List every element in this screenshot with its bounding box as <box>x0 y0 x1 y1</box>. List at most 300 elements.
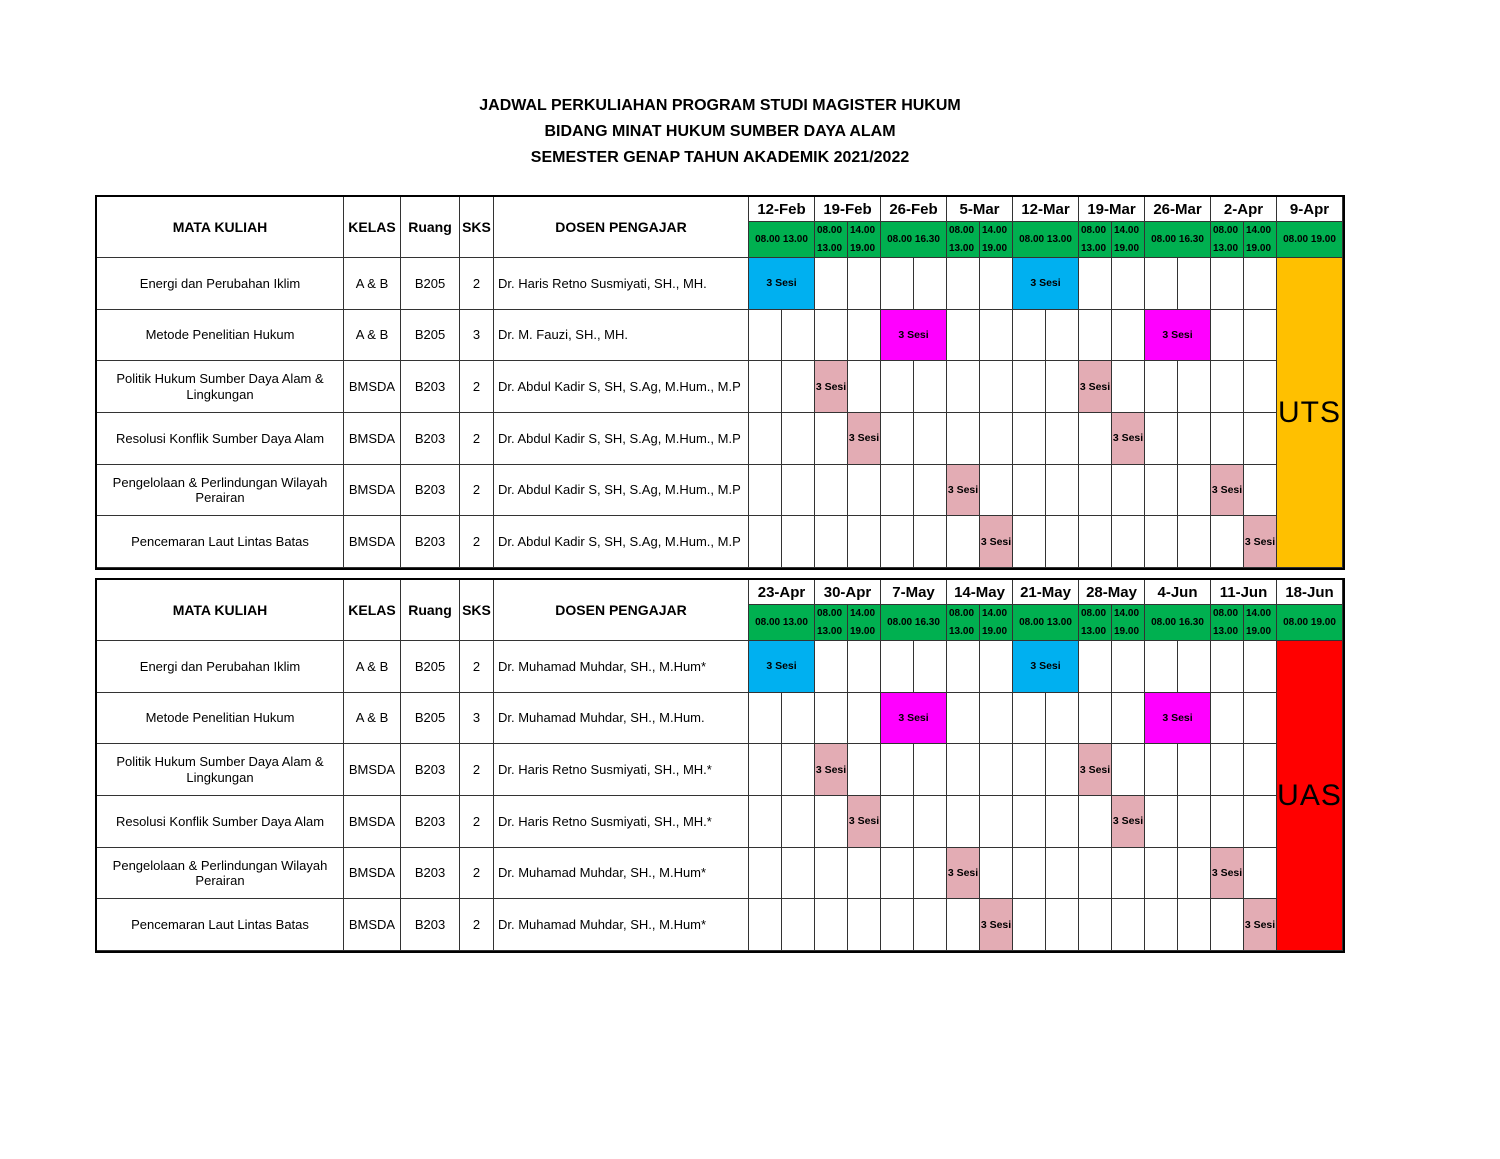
empty-slot-cell <box>947 641 980 693</box>
sks-cell: 2 <box>460 258 494 310</box>
room-cell: B203 <box>401 899 460 951</box>
time-slot <box>980 222 1013 258</box>
empty-slot-cell <box>947 899 980 951</box>
time-slot-line: 14.00 <box>1246 608 1272 619</box>
empty-slot-cell <box>947 361 980 413</box>
date-header: 18-Jun <box>1277 580 1343 605</box>
time-slot: 08.00 16.30 <box>881 605 947 641</box>
room-cell: B205 <box>401 693 460 745</box>
time-slot-line: 13.00 <box>1081 243 1107 254</box>
course-name: Politik Hukum Sumber Daya Alam & Lingkungan <box>97 361 344 413</box>
empty-slot-cell <box>1145 641 1178 693</box>
empty-slot-cell <box>914 413 947 465</box>
empty-slot-cell <box>848 361 881 413</box>
empty-slot-cell <box>1211 361 1244 413</box>
date-header: 23-Apr <box>749 580 815 605</box>
date-header: 14-May <box>947 580 1013 605</box>
empty-slot-cell <box>914 744 947 796</box>
room-cell: B203 <box>401 796 460 848</box>
course-name: Energi dan Perubahan Iklim <box>97 641 344 693</box>
column-header-2: Ruang <box>401 580 460 641</box>
time-slot-line: 19.00 <box>1114 243 1140 254</box>
lecturer-cell: Dr. Abdul Kadir S, SH, S.Ag, M.Hum., M.P <box>494 465 749 517</box>
empty-slot-cell <box>782 516 815 568</box>
empty-slot-cell <box>947 693 980 745</box>
date-header: 19-Feb <box>815 197 881 222</box>
empty-slot-cell <box>1211 516 1244 568</box>
empty-slot-cell <box>749 693 782 745</box>
empty-slot-cell <box>881 258 914 310</box>
lecturer-cell: Dr. Muhamad Muhdar, SH., M.Hum. <box>494 693 749 745</box>
time-slot-line: 13.00 <box>817 626 843 637</box>
time-slot-line: 13.00 <box>1213 243 1239 254</box>
empty-slot-cell <box>980 693 1013 745</box>
date-header: 19-Mar <box>1079 197 1145 222</box>
empty-slot-cell <box>980 465 1013 517</box>
empty-slot-cell <box>1079 465 1112 517</box>
empty-slot-cell <box>848 465 881 517</box>
class-cell: A & B <box>344 693 401 745</box>
lecturer-cell: Dr. Muhamad Muhdar, SH., M.Hum* <box>494 641 749 693</box>
column-header-3: SKS <box>460 580 494 641</box>
empty-slot-cell <box>815 465 848 517</box>
empty-slot-cell <box>914 641 947 693</box>
time-slot-line: 14.00 <box>850 608 876 619</box>
empty-slot-cell <box>815 258 848 310</box>
class-cell: BMSDA <box>344 361 401 413</box>
time-slot-line: 08.00 <box>1213 608 1239 619</box>
time-slot: 08.00 19.00 <box>1277 605 1343 641</box>
empty-slot-cell <box>1079 516 1112 568</box>
time-slot-line: 13.00 <box>1081 626 1107 637</box>
session-cell: 3 Sesi <box>980 516 1013 568</box>
empty-slot-cell <box>1046 465 1079 517</box>
empty-slot-cell <box>1112 899 1145 951</box>
empty-slot-cell <box>1013 744 1046 796</box>
empty-slot-cell <box>1244 258 1277 310</box>
time-slot-line: 13.00 <box>949 243 975 254</box>
document-title <box>95 93 1345 171</box>
session-cell: 3 Sesi <box>1244 899 1277 951</box>
sks-cell: 2 <box>460 516 494 568</box>
date-header: 21-May <box>1013 580 1079 605</box>
empty-slot-cell <box>1046 899 1079 951</box>
session-cell: 3 Sesi <box>1211 848 1244 900</box>
empty-slot-cell <box>1013 848 1046 900</box>
room-cell: B203 <box>401 413 460 465</box>
empty-slot-cell <box>914 899 947 951</box>
time-slot <box>1079 605 1112 641</box>
empty-slot-cell <box>815 516 848 568</box>
time-slot-line: 13.00 <box>949 626 975 637</box>
title-line-2: BIDANG MINAT HUKUM SUMBER DAYA ALAM <box>544 123 896 140</box>
empty-slot-cell <box>1178 258 1211 310</box>
time-slot-line: 19.00 <box>850 626 876 637</box>
session-cell: 3 Sesi <box>1013 641 1079 693</box>
sks-cell: 2 <box>460 848 494 900</box>
lecturer-cell: Dr. Haris Retno Susmiyati, SH., MH.* <box>494 796 749 848</box>
empty-slot-cell <box>881 641 914 693</box>
time-slot: 08.00 13.00 <box>1013 222 1079 258</box>
empty-slot-cell <box>1145 258 1178 310</box>
empty-slot-cell <box>914 361 947 413</box>
empty-slot-cell <box>1178 899 1211 951</box>
time-slot-line: 14.00 <box>1114 608 1140 619</box>
empty-slot-cell <box>914 258 947 310</box>
empty-slot-cell <box>980 641 1013 693</box>
empty-slot-cell <box>1178 744 1211 796</box>
exam-cell-uts: UTS <box>1277 258 1343 568</box>
session-cell: 3 Sesi <box>749 258 815 310</box>
empty-slot-cell <box>1211 899 1244 951</box>
empty-slot-cell <box>1145 744 1178 796</box>
date-header: 7-May <box>881 580 947 605</box>
empty-slot-cell <box>1046 693 1079 745</box>
empty-slot-cell <box>1244 744 1277 796</box>
class-cell: A & B <box>344 310 401 362</box>
empty-slot-cell <box>1112 744 1145 796</box>
empty-slot-cell <box>881 516 914 568</box>
empty-slot-cell <box>881 899 914 951</box>
empty-slot-cell <box>782 465 815 517</box>
empty-slot-cell <box>1178 796 1211 848</box>
empty-slot-cell <box>782 310 815 362</box>
empty-slot-cell <box>1013 310 1046 362</box>
class-cell: BMSDA <box>344 413 401 465</box>
empty-slot-cell <box>749 361 782 413</box>
session-cell: 3 Sesi <box>848 796 881 848</box>
sks-cell: 3 <box>460 693 494 745</box>
sks-cell: 2 <box>460 465 494 517</box>
session-cell: 3 Sesi <box>947 848 980 900</box>
session-cell: 3 Sesi <box>815 361 848 413</box>
empty-slot-cell <box>1178 848 1211 900</box>
empty-slot-cell <box>1112 361 1145 413</box>
empty-slot-cell <box>1079 413 1112 465</box>
empty-slot-cell <box>782 899 815 951</box>
session-cell: 3 Sesi <box>1244 516 1277 568</box>
time-slot: 08.00 13.00 <box>749 222 815 258</box>
time-slot-line: 08.00 <box>1081 608 1107 619</box>
time-slot-line: 14.00 <box>982 608 1008 619</box>
lecturer-cell: Dr. M. Fauzi, SH., MH. <box>494 310 749 362</box>
empty-slot-cell <box>881 361 914 413</box>
empty-slot-cell <box>1046 848 1079 900</box>
empty-slot-cell <box>1112 693 1145 745</box>
empty-slot-cell <box>1145 848 1178 900</box>
empty-slot-cell <box>947 744 980 796</box>
empty-slot-cell <box>914 465 947 517</box>
time-slot-line: 19.00 <box>1114 626 1140 637</box>
date-header: 28-May <box>1079 580 1145 605</box>
date-header: 2-Apr <box>1211 197 1277 222</box>
time-slot <box>980 605 1013 641</box>
date-header: 26-Feb <box>881 197 947 222</box>
empty-slot-cell <box>1178 413 1211 465</box>
schedule-table-first-half <box>95 195 1345 570</box>
empty-slot-cell <box>881 744 914 796</box>
session-cell: 3 Sesi <box>881 693 947 745</box>
time-slot <box>1079 222 1112 258</box>
empty-slot-cell <box>947 413 980 465</box>
time-slot <box>848 222 881 258</box>
empty-slot-cell <box>1112 465 1145 517</box>
session-cell: 3 Sesi <box>947 465 980 517</box>
time-slot <box>1244 605 1277 641</box>
sks-cell: 2 <box>460 641 494 693</box>
empty-slot-cell <box>1013 796 1046 848</box>
room-cell: B203 <box>401 848 460 900</box>
date-header: 30-Apr <box>815 580 881 605</box>
empty-slot-cell <box>782 413 815 465</box>
empty-slot-cell <box>782 361 815 413</box>
empty-slot-cell <box>1013 465 1046 517</box>
time-slot <box>1211 605 1244 641</box>
column-header-4: DOSEN PENGAJAR <box>494 197 749 258</box>
room-cell: B203 <box>401 744 460 796</box>
empty-slot-cell <box>1145 899 1178 951</box>
empty-slot-cell <box>815 899 848 951</box>
course-name: Pencemaran Laut Lintas Batas <box>97 516 344 568</box>
empty-slot-cell <box>782 796 815 848</box>
empty-slot-cell <box>1145 465 1178 517</box>
session-cell: 3 Sesi <box>1145 310 1211 362</box>
time-slot-line: 19.00 <box>1246 626 1272 637</box>
course-name: Resolusi Konflik Sumber Daya Alam <box>97 796 344 848</box>
session-cell: 3 Sesi <box>1112 413 1145 465</box>
empty-slot-cell <box>815 413 848 465</box>
empty-slot-cell <box>1079 641 1112 693</box>
time-slot-line: 19.00 <box>982 626 1008 637</box>
column-header-2: Ruang <box>401 197 460 258</box>
empty-slot-cell <box>815 310 848 362</box>
empty-slot-cell <box>1079 693 1112 745</box>
lecturer-cell: Dr. Haris Retno Susmiyati, SH., MH. <box>494 258 749 310</box>
session-cell: 3 Sesi <box>815 744 848 796</box>
empty-slot-cell <box>1211 641 1244 693</box>
empty-slot-cell <box>1244 796 1277 848</box>
time-slot <box>1112 605 1145 641</box>
empty-slot-cell <box>749 413 782 465</box>
session-cell: 3 Sesi <box>881 310 947 362</box>
empty-slot-cell <box>1145 361 1178 413</box>
time-slot-line: 19.00 <box>1246 243 1272 254</box>
empty-slot-cell <box>1244 848 1277 900</box>
time-slot: 08.00 19.00 <box>1277 222 1343 258</box>
time-slot <box>848 605 881 641</box>
column-header-0: MATA KULIAH <box>97 580 344 641</box>
room-cell: B205 <box>401 310 460 362</box>
time-slot-line: 14.00 <box>982 225 1008 236</box>
empty-slot-cell <box>1244 310 1277 362</box>
empty-slot-cell <box>848 744 881 796</box>
time-slot <box>1211 222 1244 258</box>
empty-slot-cell <box>881 796 914 848</box>
empty-slot-cell <box>881 465 914 517</box>
time-slot-line: 08.00 <box>949 608 975 619</box>
empty-slot-cell <box>749 796 782 848</box>
lecturer-cell: Dr. Muhamad Muhdar, SH., M.Hum* <box>494 848 749 900</box>
date-header: 12-Mar <box>1013 197 1079 222</box>
room-cell: B203 <box>401 361 460 413</box>
class-cell: A & B <box>344 258 401 310</box>
empty-slot-cell <box>1013 516 1046 568</box>
empty-slot-cell <box>1079 796 1112 848</box>
empty-slot-cell <box>1046 361 1079 413</box>
course-name: Energi dan Perubahan Iklim <box>97 258 344 310</box>
empty-slot-cell <box>1112 641 1145 693</box>
session-cell: 3 Sesi <box>1079 361 1112 413</box>
class-cell: BMSDA <box>344 848 401 900</box>
empty-slot-cell <box>1112 516 1145 568</box>
empty-slot-cell <box>749 899 782 951</box>
empty-slot-cell <box>980 361 1013 413</box>
empty-slot-cell <box>1013 693 1046 745</box>
lecturer-cell: Dr. Abdul Kadir S, SH, S.Ag, M.Hum., M.P <box>494 413 749 465</box>
time-slot <box>815 222 848 258</box>
time-slot-line: 08.00 <box>949 225 975 236</box>
empty-slot-cell <box>1112 310 1145 362</box>
empty-slot-cell <box>980 796 1013 848</box>
lecturer-cell: Dr. Abdul Kadir S, SH, S.Ag, M.Hum., M.P <box>494 516 749 568</box>
empty-slot-cell <box>1046 516 1079 568</box>
time-slot: 08.00 16.30 <box>1145 605 1211 641</box>
empty-slot-cell <box>749 744 782 796</box>
empty-slot-cell <box>1244 361 1277 413</box>
empty-slot-cell <box>1178 641 1211 693</box>
empty-slot-cell <box>749 465 782 517</box>
empty-slot-cell <box>848 899 881 951</box>
sks-cell: 3 <box>460 310 494 362</box>
course-name: Metode Penelitian Hukum <box>97 310 344 362</box>
empty-slot-cell <box>1112 848 1145 900</box>
course-name: Pengelolaan & Perlindungan Wilayah Perairan <box>97 848 344 900</box>
empty-slot-cell <box>1013 413 1046 465</box>
time-slot-line: 14.00 <box>1246 225 1272 236</box>
time-slot <box>1244 222 1277 258</box>
course-name: Metode Penelitian Hukum <box>97 693 344 745</box>
session-cell: 3 Sesi <box>1079 744 1112 796</box>
empty-slot-cell <box>1046 413 1079 465</box>
empty-slot-cell <box>749 310 782 362</box>
room-cell: B205 <box>401 641 460 693</box>
time-slot-line: 19.00 <box>982 243 1008 254</box>
empty-slot-cell <box>1013 899 1046 951</box>
empty-slot-cell <box>815 848 848 900</box>
date-header: 11-Jun <box>1211 580 1277 605</box>
time-slot: 08.00 16.30 <box>1145 222 1211 258</box>
empty-slot-cell <box>1178 465 1211 517</box>
empty-slot-cell <box>1079 258 1112 310</box>
empty-slot-cell <box>1145 413 1178 465</box>
empty-slot-cell <box>1178 516 1211 568</box>
sks-cell: 2 <box>460 796 494 848</box>
time-slot <box>947 222 980 258</box>
lecturer-cell: Dr. Abdul Kadir S, SH, S.Ag, M.Hum., M.P <box>494 361 749 413</box>
empty-slot-cell <box>749 516 782 568</box>
empty-slot-cell <box>782 693 815 745</box>
exam-cell-uas: UAS <box>1277 641 1343 951</box>
class-cell: BMSDA <box>344 516 401 568</box>
course-name: Pencemaran Laut Lintas Batas <box>97 899 344 951</box>
column-header-1: KELAS <box>344 580 401 641</box>
session-cell: 3 Sesi <box>848 413 881 465</box>
empty-slot-cell <box>1046 310 1079 362</box>
class-cell: BMSDA <box>344 465 401 517</box>
empty-slot-cell <box>848 516 881 568</box>
room-cell: B203 <box>401 516 460 568</box>
empty-slot-cell <box>947 310 980 362</box>
empty-slot-cell <box>881 413 914 465</box>
class-cell: BMSDA <box>344 744 401 796</box>
time-slot <box>815 605 848 641</box>
empty-slot-cell <box>848 641 881 693</box>
empty-slot-cell <box>848 848 881 900</box>
empty-slot-cell <box>749 848 782 900</box>
time-slot: 08.00 13.00 <box>749 605 815 641</box>
time-slot <box>947 605 980 641</box>
empty-slot-cell <box>947 516 980 568</box>
time-slot-line: 08.00 <box>817 225 843 236</box>
empty-slot-cell <box>782 744 815 796</box>
date-header: 9-Apr <box>1277 197 1343 222</box>
title-line-3: SEMESTER GENAP TAHUN AKADEMIK 2021/2022 <box>530 149 910 166</box>
session-cell: 3 Sesi <box>1112 796 1145 848</box>
empty-slot-cell <box>848 693 881 745</box>
time-slot-line: 08.00 <box>1081 225 1107 236</box>
empty-slot-cell <box>1145 516 1178 568</box>
column-header-0: MATA KULIAH <box>97 197 344 258</box>
empty-slot-cell <box>1244 465 1277 517</box>
empty-slot-cell <box>1079 899 1112 951</box>
class-cell: BMSDA <box>344 899 401 951</box>
empty-slot-cell <box>1211 310 1244 362</box>
session-cell: 3 Sesi <box>749 641 815 693</box>
lecturer-cell: Dr. Muhamad Muhdar, SH., M.Hum* <box>494 899 749 951</box>
title-line-1: JADWAL PERKULIAHAN PROGRAM STUDI MAGISTER HUKUM <box>479 97 961 114</box>
date-header: 26-Mar <box>1145 197 1211 222</box>
time-slot-line: 14.00 <box>850 225 876 236</box>
course-name: Resolusi Konflik Sumber Daya Alam <box>97 413 344 465</box>
session-cell: 3 Sesi <box>1013 258 1079 310</box>
room-cell: B205 <box>401 258 460 310</box>
empty-slot-cell <box>815 693 848 745</box>
time-slot: 08.00 13.00 <box>1013 605 1079 641</box>
sks-cell: 2 <box>460 899 494 951</box>
course-name: Pengelolaan & Perlindungan Wilayah Perairan <box>97 465 344 517</box>
empty-slot-cell <box>1013 361 1046 413</box>
empty-slot-cell <box>881 848 914 900</box>
empty-slot-cell <box>914 796 947 848</box>
session-cell: 3 Sesi <box>1145 693 1211 745</box>
empty-slot-cell <box>980 258 1013 310</box>
lecturer-cell: Dr. Haris Retno Susmiyati, SH., MH.* <box>494 744 749 796</box>
empty-slot-cell <box>1145 796 1178 848</box>
empty-slot-cell <box>815 796 848 848</box>
session-cell: 3 Sesi <box>980 899 1013 951</box>
empty-slot-cell <box>815 641 848 693</box>
empty-slot-cell <box>914 516 947 568</box>
empty-slot-cell <box>914 848 947 900</box>
empty-slot-cell <box>1079 310 1112 362</box>
empty-slot-cell <box>782 848 815 900</box>
date-header: 12-Feb <box>749 197 815 222</box>
empty-slot-cell <box>1244 693 1277 745</box>
date-header: 5-Mar <box>947 197 1013 222</box>
empty-slot-cell <box>1211 744 1244 796</box>
room-cell: B203 <box>401 465 460 517</box>
column-header-1: KELAS <box>344 197 401 258</box>
